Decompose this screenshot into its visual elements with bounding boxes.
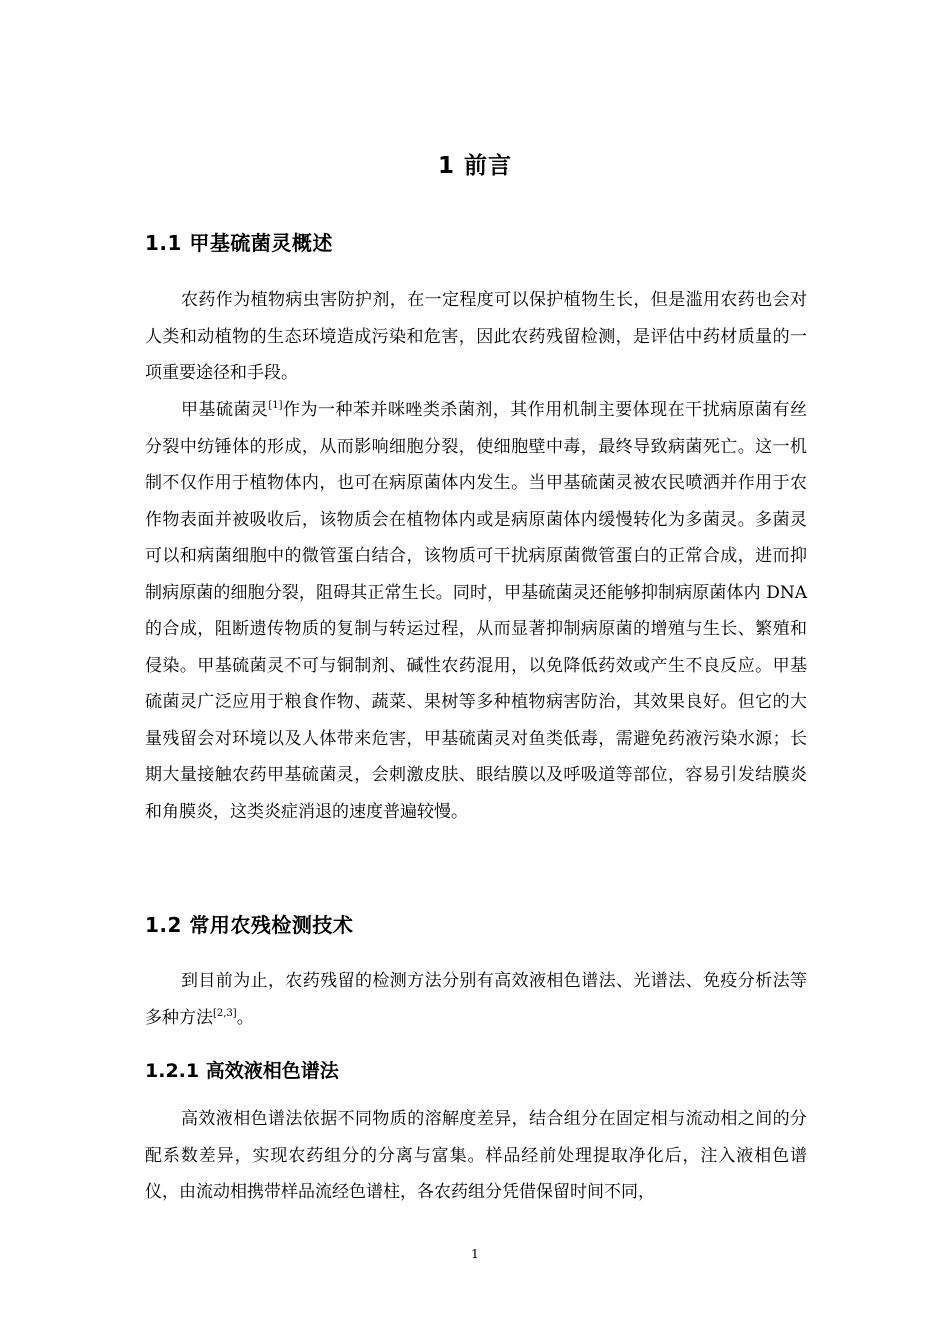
- paragraph-text: 高效液相色谱法依据不同物质的溶解度差异，结合组分在固定相与流动相之间的分配系数差异，实现农药组分的分离与富集。样品经前处理提取净化后，注入液相色谱仪，由流动相携带样品流经色谱柱，各农药组分凭借保留时间不同，: [145, 1109, 807, 1202]
- section-heading-1-1: 1.1 甲基硫菌灵概述: [145, 231, 333, 255]
- paragraph-thiophanate-methyl: [145, 392, 807, 830]
- paragraph-detection-methods: [145, 963, 807, 1036]
- paragraph-text: 甲基硫菌灵: [181, 400, 269, 420]
- page-number: 1: [471, 1247, 479, 1261]
- citation-ref: [2,3]: [213, 1007, 237, 1019]
- paragraph-text: 到目前为止，农药残留的检测方法分别有高效液相色谱法、光谱法、免疫分析法等多种方法: [145, 971, 807, 1028]
- paragraph-text: 作为一种苯并咪唑类杀菌剂，其作用机制主要体现在干扰病原菌有丝分裂中纺锤体的形成，从而影响细胞分裂，使细胞壁中毒，最终导致病菌死亡。这一机制不仅作用于植物体内，也可在病原菌体内发生。当甲基硫菌灵被农民喷洒并作用于农作物表面并被吸收后，该物质会在植物体内或是病原菌体内缓慢转化为多菌灵。多菌灵可以和病菌细胞中的微管蛋白结合，该物质可干扰病原菌微管蛋白的正常合成，进而抑制病原菌的细胞分裂，阻碍其正常生长。同时，甲基硫菌灵还能够抑制病原菌体内 DNA 的合成，阻断遗传物质的复制与转运过程，从而显著抑制病原菌的增殖与生长、繁殖和侵染。甲基硫菌灵不可与铜制剂、碱性农药混用，以免降低药效或产生不良反应。甲基硫菌灵广泛应用于粮食作物、蔬菜、果树等多种植物病害防治，其效果良好。但它的大量残留会对环境以及人体带来危害，甲基硫菌灵对鱼类低毒，需避免药液污染水源；长期大量接触农药甲基硫菌灵，会刺激皮肤、眼结膜以及呼吸道等部位，容易引发结膜炎和角膜炎，这类炎症消退的速度普遍较慢。: [145, 400, 808, 822]
- section-heading-1-2: 1.2 常用农残检测技术: [145, 913, 354, 937]
- paragraph-pesticide-intro: [145, 282, 807, 392]
- paragraph-text: 农药作为植物病虫害防护剂，在一定程度可以保护植物生长，但是滥用农药也会对人类和动植物的生态环境造成污染和危害，因此农药残留检测，是评估中药材质量的一项重要途径和手段。: [145, 290, 807, 383]
- citation-ref: [1]: [268, 400, 283, 411]
- paragraph-text: 。: [236, 1007, 254, 1028]
- chapter-title: 1 前言: [437, 153, 512, 179]
- paragraph-hplc: [145, 1101, 807, 1211]
- section-heading-1-2-1: 1.2.1 高效液相色谱法: [145, 1060, 339, 1082]
